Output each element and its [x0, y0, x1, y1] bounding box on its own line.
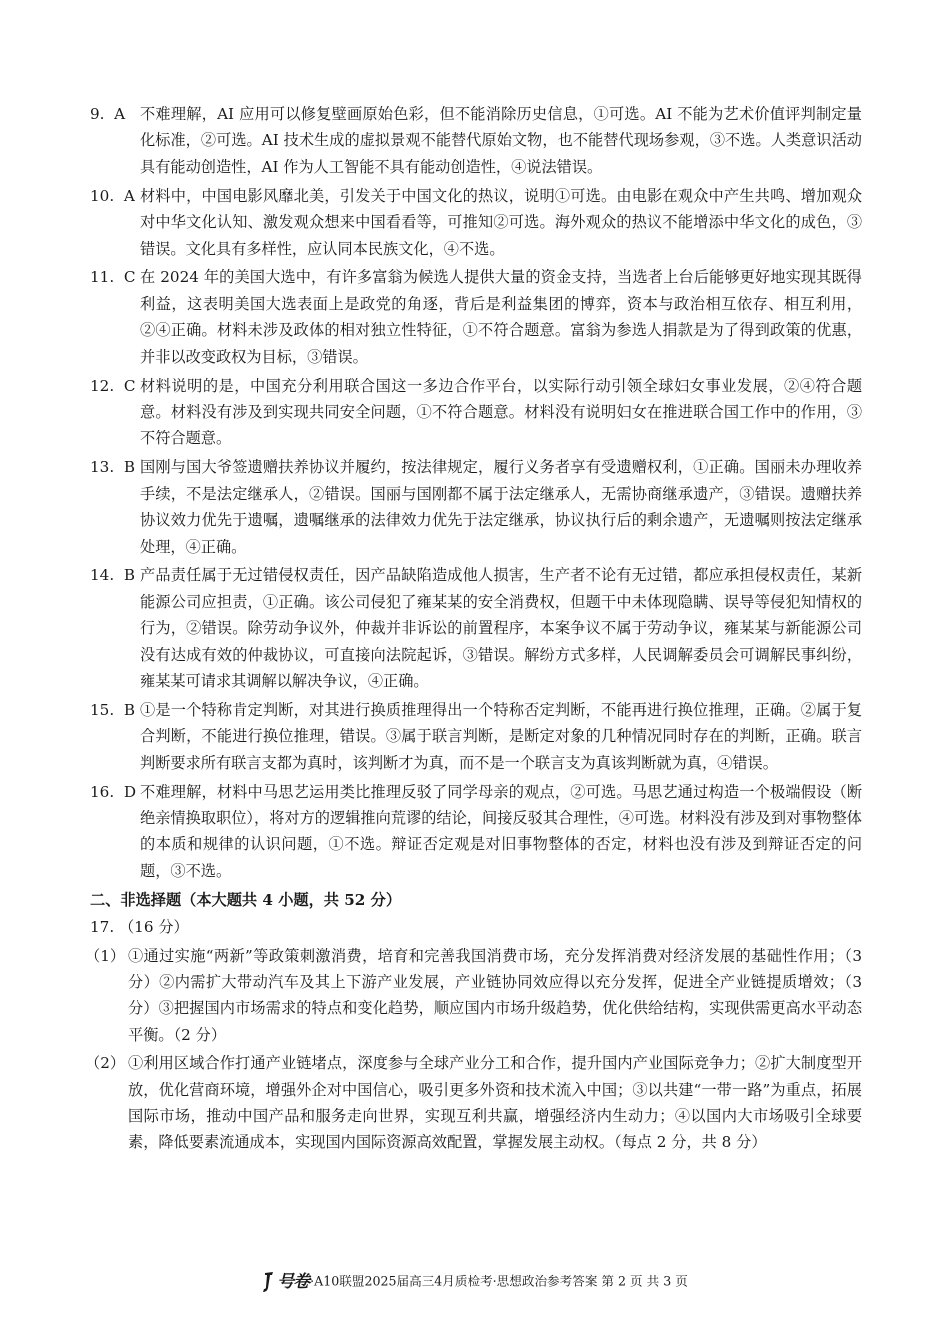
answer-explanation: 国刚与国大爷签遗赠扶养协议并履约，按法律规定，履行义务者享有受遗赠权利，①正确。国丽未办理收养手续，不是法定继承人，②错误。国丽与国刚都不属于法定继承人，无需协商继承遗产，③错误。遗赠扶养协议效力优先于遗嘱，遗嘱继承的法律效力优先于法定继承，协议执行后的剩余遗产，无遗嘱则按法定继承处理，④正确。: [140, 458, 862, 556]
answer-explanation: 材料说明的是，中国充分利用联合国这一多边合作平台，以实际行动引领全球妇女事业发展，②④符合题意。材料没有涉及到实现共同安全问题，①不符合题意。材料没有说明妇女在推进联合国工作中的作用，③不符合题意。: [140, 376, 862, 448]
question-17-part-2: [85, 1050, 862, 1156]
question-number-answer: 13. B: [90, 458, 135, 477]
answer-item-9: [90, 101, 862, 180]
question-number-answer: 15. B: [90, 700, 135, 719]
answer-explanation: 不难理解，AI 应用可以修复壁画原始色彩，但不能消除历史信息，①可选。AI 不能为艺术价值评判制定量化标准，②可选。AI 技术生成的虚拟景观不能替代原始文物，也不能替代现场参观，③不选。人类意识活动具有能动创造性，AI 作为人工智能不具有能动创造性，④说法错误。: [140, 105, 862, 176]
page-footer: [0, 1271, 950, 1293]
question-number-answer: 12. C: [90, 376, 136, 395]
answer-item-12: [90, 373, 862, 452]
section-heading: 二、非选择题（本大题共 4 小题，共 52 分）: [90, 890, 402, 909]
logo-mark-icon: [262, 1271, 276, 1293]
question-number-answer: 11. C: [90, 268, 136, 287]
question-number-answer: 9. A: [90, 105, 126, 123]
answer-item-16: [90, 779, 862, 885]
answer-item-11: [90, 264, 862, 370]
question-17-part-1: [85, 943, 862, 1049]
answer-item-14: [90, 562, 862, 694]
footer-text: ·A10联盟2025届高三4月质检考·思想政治参考答案 第 2 页 共 3 页: [310, 1273, 688, 1289]
answer-item-15: [90, 697, 862, 776]
part-number: （1）: [85, 946, 126, 965]
question-number-answer: 14. B: [90, 566, 135, 585]
part-answer: ①通过实施“两新”等政策刺激消费，培育和完善我国消费市场，充分发挥消费对经济发展的基础性作用；（3 分）②内需扩大带动汽车及其上下游产业发展，产业链协同效应得以充分发挥，促进全产业链提质增效；（3 分）③把握国内市场需求的特点和变化趋势，顺应国内市场升级趋势，优化供给结构，实现供需更高水平动态平衡。（2 分）: [128, 946, 862, 1044]
question-score: （16 分）: [118, 918, 189, 937]
part-number: （2）: [85, 1054, 126, 1073]
part-answer: ①利用区域合作打通产业链堵点，深度参与全球产业分工和合作，提升国内产业国际竞争力；②扩大制度型开放，优化营商环境，增强外企对中国信心，吸引更多外资和技术流入中国；③以共建“一带一路”为重点，拓展国际市场，推动中国产品和服务走向世界，实现互利共赢，增强经济内生动力；④以国内大市场吸引全球要素，降低要素流通成本，实现国内国际资源高效配置，掌握发展主动权。（每点 2 分，共 8 分）: [128, 1054, 862, 1152]
answer-item-10: [90, 183, 862, 262]
answer-item-13: [90, 454, 862, 560]
publisher-logo: [262, 1271, 309, 1293]
answer-explanation: 在 2024 年的美国大选中，有许多富翁为候选人提供大量的资金支持，当选者上台后能够更好地实现其既得利益，这表明美国大选表面上是政党的角逐，背后是利益集团的博弈，资本与政治相互依存、相互利用，②④正确。材料未涉及政体的相对独立性特征，①不符合题意。富翁为参选人捐款是为了得到政策的优惠，并非以改变政权为目标，③错误。: [140, 268, 862, 366]
answer-explanation: 产品责任属于无过错侵权责任，因产品缺陷造成他人损害，生产者不论有无过错，都应承担侵权责任，某新能源公司应担责，①正确。该公司侵犯了雍某某的安全消费权，但题干中未体现隐瞒、误导等侵犯知情权的行为，②错误。除劳动争议外，仲裁并非诉讼的前置程序，本案争议不属于劳动争议，雍某某与新能源公司没有达成有效的仲裁协议，可直接向法院起诉，③错误。解纷方式多样，人民调解委员会可调解民事纠纷，雍某某可请求其调解以解决争议，④正确。: [140, 566, 862, 691]
answer-explanation: 材料中，中国电影风靡北美，引发关于中国文化的热议，说明①可选。由电影在观众中产生共鸣、增加观众对中华文化认知、激发观众想来中国看看等，可推知②可选。海外观众的热议不能增添中华文化的成色，③错误。文化具有多样性，应认同本民族文化，④不选。: [140, 186, 862, 258]
answer-content: [85, 101, 862, 1158]
question-number: 17.: [90, 918, 115, 937]
question-number-answer: 10. A: [90, 186, 135, 205]
question-number-answer: 16. D: [90, 782, 136, 801]
answer-explanation: 不难理解，材料中马思艺运用类比推理反驳了同学母亲的观点，②可选。马思艺通过构造一个极端假设（断绝亲情换取职位），将对方的逻辑推向荒谬的结论，间接反驳其合理性，④可选。材料没有涉及到对事物整体的本质和规律的认识问题，①不选。辩证否定观是对旧事物整体的否定，材料也没有涉及到辩证否定的问题，③不选。: [140, 782, 862, 880]
logo-text: 号卷: [277, 1272, 310, 1292]
question-17-header: [90, 914, 862, 940]
answer-explanation: ①是一个特称肯定判断，对其进行换质推理得出一个特称否定判断，不能再进行换位推理，正确。②属于复合判断，不能进行换位推理，错误。③属于联言判断，是断定对象的几种情况同时存在的判断，正确。联言判断要求所有联言支都为真时，该判断才为真，而不是一个联言支为真该判断就为真，④错误。: [140, 700, 862, 772]
